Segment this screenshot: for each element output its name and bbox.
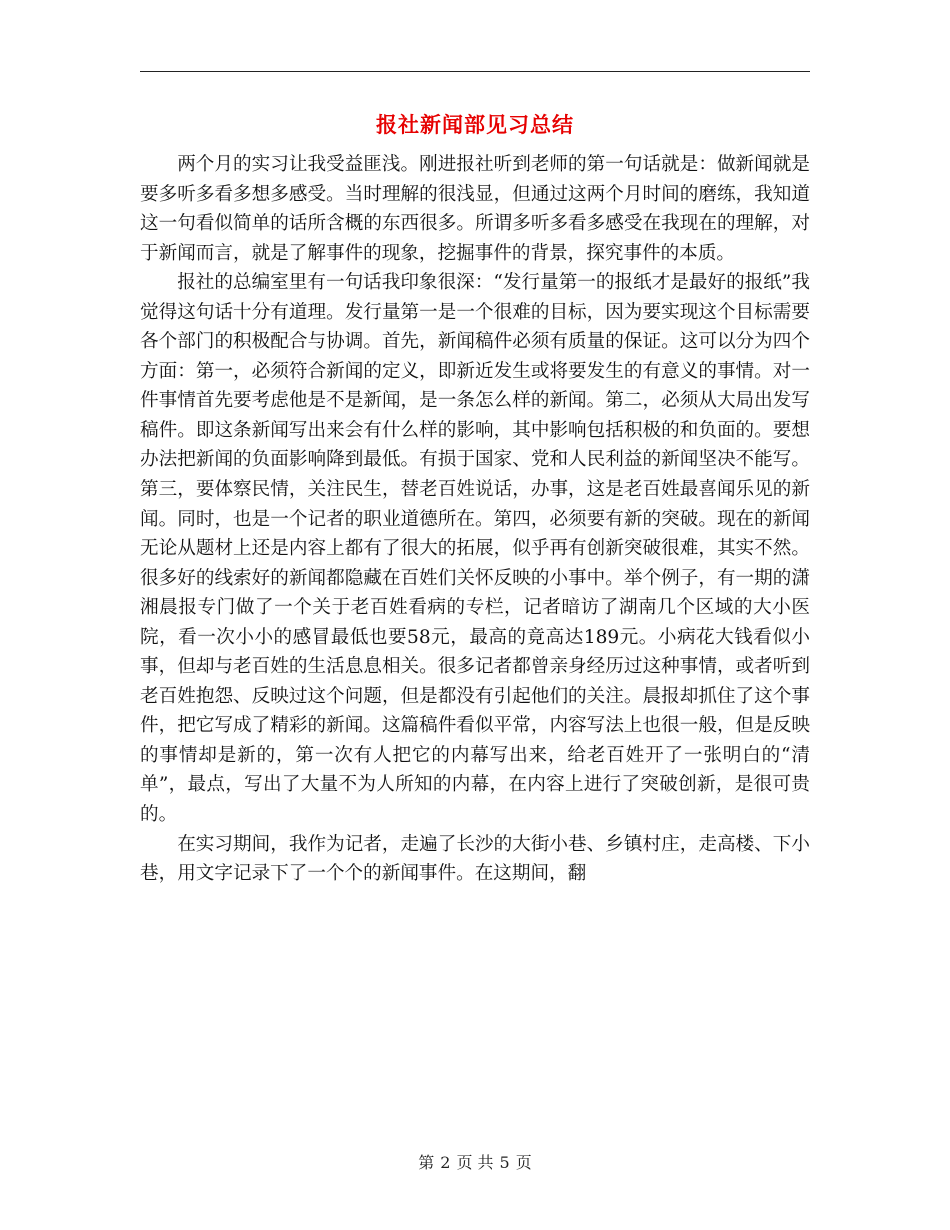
document-body [140,150,810,889]
footer-page-middle: 页 共 [456,1153,494,1172]
header-rule [140,71,810,72]
document-title: 报社新闻部见习总结 [376,112,574,137]
footer-page-prefix: 第 [418,1153,435,1172]
page-footer [140,1152,810,1174]
footer-page-suffix: 页 [515,1153,532,1172]
footer-page-total: 5 [499,1153,510,1172]
paragraph-2: 报社的总编室里有一句话我印象很深：“发行量第一的报纸才是最好的报纸”我觉得这句话十分有道理。发行量第一是一个很难的目标，因为要实现这个目标需要各个部门的积极配合与协调。首先，新闻稿件必须有质量的保证。这可以分为四个方面：第一，必须符合新闻的定义，即新近发生或将要发生的有意义的事情。对一件事情首先要考虑他是不是新闻，是一条怎么样的新闻。第二，必须从大局出发写稿件。即这条新闻写出来会有什么样的影响，其中影响包括积极的和负面的。要想办法把新闻的负面影响降到最低。有损于国家、党和人民利益的新闻坚决不能写。第三，要体察民情，关注民生，替老百姓说话，办事，这是老百姓最喜闻乐见的新闻。同时，也是一个记者的职业道德所在。第四，必须要有新的突破。现在的新闻无论从题材上还是内容上都有了很大的拓展，似乎再有创新突破很难，其实不然。很多好的线索好的新闻都隐藏在百姓们关怀反映的小事中。举个例子，有一期的潇湘晨报专门做了一个关于老百姓看病的专栏，记者暗访了湖南几个区域的大小医院，看一次小小的感冒最低也要58元，最高的竟高达189元。小病花大钱看似小事，但却与老百姓的生活息息相关。很多记者都曾亲身经历过这种事情，或者听到老百姓抱怨、反映过这个问题，但是都没有引起他们的关注。晨报却抓住了这个事件，把它写成了精彩的新闻。这篇稿件看似平常，内容写法上也很一般，但是反映的事情却是新的，第一次有人把它的内幕写出来，给老百姓开了一张明白的“清单”，最点，写出了大量不为人所知的内幕，在内容上进行了突破创新，是很可贵的。 [140,272,810,826]
paragraph-1: 两个月的实习让我受益匪浅。刚进报社听到老师的第一句话就是：做新闻就是要多听多看多想多感受。当时理解的很浅显，但通过这两个月时间的磨练，我知道这一句看似简单的话所含概的东西很多。所谓多听多看多感受在我现在的理解，对于新闻而言，就是了解事件的现象，挖掘事件的背景，探究事件的本质。 [140,154,810,264]
paragraph-3: 在实习期间，我作为记者，走遍了长沙的大街小巷、乡镇村庄，走高楼、下小巷，用文字记录下了一个个的新闻事件。在这期间，翻 [140,833,810,885]
footer-page-number: 2 [440,1153,451,1172]
